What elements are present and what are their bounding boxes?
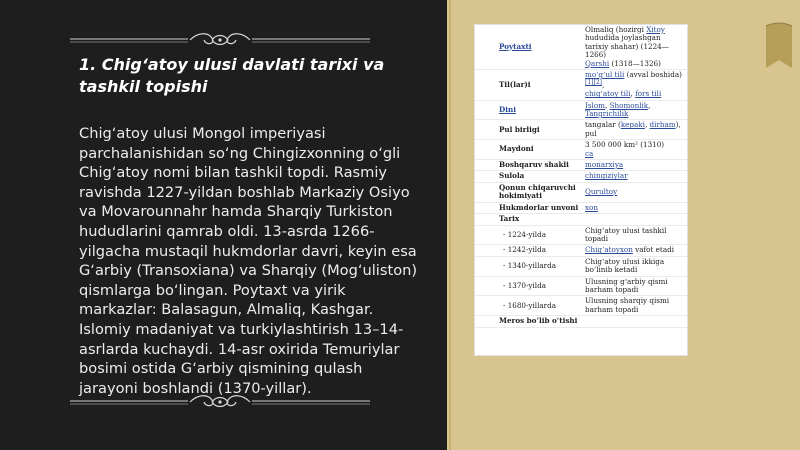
dini-label-link[interactable]: Dini <box>499 104 516 114</box>
infobox-row-qonun: Qonun chiqaruvchi hokimiyati Qurultoy <box>475 182 687 202</box>
infobox-event-row: - 1680-yillarda Ulusning sharqiy qismi barham topadi <box>475 296 687 316</box>
infobox-row-meros: Meros bo‘lib o‘tishi <box>475 316 687 327</box>
til-ref-link[interactable]: [1][2] <box>585 79 602 87</box>
infobox-row-pul: Pul birligi tangalar (kepaki, dirham), pul <box>475 120 687 140</box>
chingiziylar-link[interactable]: chingiziylar <box>585 171 628 181</box>
infobox-row-dini: Dini Islom, Shomonlik, Tangrichilik <box>475 100 687 120</box>
infobox-table <box>475 25 687 328</box>
wiki-infobox <box>474 24 688 356</box>
xitoy-link[interactable]: Xitoy <box>646 25 665 34</box>
slide-title: 1. Chig‘atoy ulusi davlati tarixi va tashkil topishi <box>79 55 385 96</box>
chigatoyxon-link[interactable]: Chig‘atoyxon <box>585 245 633 255</box>
poytaxt-label-link[interactable]: Poytaxti <box>499 41 532 51</box>
infobox-row-sulola: Sulola chingiziylar <box>475 171 687 182</box>
infobox-row-poytaxt: Poytaxti Olmaliq (hozirgi Xitoy hududida joylashgan tarixiy shahar) (1224—1266) Qarshi (1318—1326) <box>475 25 687 70</box>
ornament-divider-bottom <box>70 392 370 412</box>
infobox-row-tarix: Tarix <box>475 214 687 225</box>
infobox-event-row: - 1370-yilda Ulusning g‘arbiy qismi barham topadi <box>475 276 687 296</box>
shomonlik-link[interactable]: Shomonlik <box>609 100 649 110</box>
xon-link[interactable]: xon <box>585 202 599 212</box>
infobox-row-hukmdor: Hukmdorlar unvoni xon <box>475 202 687 213</box>
qurultoy-link[interactable]: Qurultoy <box>585 187 618 197</box>
slide-body-text: Chig‘atoy ulusi Mongol imperiyasi parchalanishidan so‘ng Chingizxonning o‘gli Chig‘atoy nomi bilan tashkil topdi. Rasmiy ravishda 1227-yildan boshlab Markaziy Osiyo va Movarounnahr hamda Sharqiy Turkiston hududlarini qamrab oldi. 13-asrda 1266-yilgacha mustaqil hukmdorlar davri, keyin esa G‘arbiy (Transoxiana) va Sharqiy (Mog‘uliston) qismlarga bo‘lingan. Poytaxt va yirik markazlar: Balasagun, Almaliq, Kashgar. Islomiy madaniyat va turkiylashtirish 13–14-asrlarda kuchaydi. 14-asr oxirida Temuriylar bosimi ostida G‘arbiy qismining qulash jarayoni boshlandi (1370-yillar). <box>79 125 418 397</box>
folder-tab-icon <box>764 20 794 70</box>
chigatoy-tili-link[interactable]: chig‘atoy tili <box>585 89 631 99</box>
infobox-row-boshqaruv: Boshqaruv shakli monarxiya <box>475 160 687 171</box>
qarshi-link[interactable]: Qarshi <box>585 58 610 68</box>
maydoni-ca-link[interactable]: ca <box>585 148 594 158</box>
monarxiya-link[interactable]: monarxiya <box>585 160 624 170</box>
infobox-event-row: - 1340-yillarda Chig‘atoy ulusi ikkiga bo‘linib ketadi <box>475 256 687 276</box>
islom-link[interactable]: Islom <box>585 100 605 110</box>
mogul-tili-link[interactable]: mo‘g‘ul tili <box>585 70 625 80</box>
kepaki-link[interactable]: kepaki <box>620 120 645 130</box>
tangrichilik-link[interactable]: Tangrichilik <box>585 109 629 119</box>
infobox-row-til: Til(lar)i mo‘g‘ul tili (avval boshida)[1][2], chig‘atoy tili, fors tili <box>475 70 687 101</box>
infobox-row-maydoni: Maydoni 3 500 000 km² (1310) ca <box>475 140 687 160</box>
fors-tili-link[interactable]: fors tili <box>635 89 662 99</box>
infobox-event-row: - 1242-yilda Chig‘atoyxon vafot etadi <box>475 245 687 256</box>
panel-divider <box>449 0 451 450</box>
dirham-link[interactable]: dirham <box>649 120 676 130</box>
ornament-divider-top <box>70 30 370 50</box>
infobox-event-row: - 1224-yilda Chig‘atoy ulusi tashkil topadi <box>475 225 687 245</box>
